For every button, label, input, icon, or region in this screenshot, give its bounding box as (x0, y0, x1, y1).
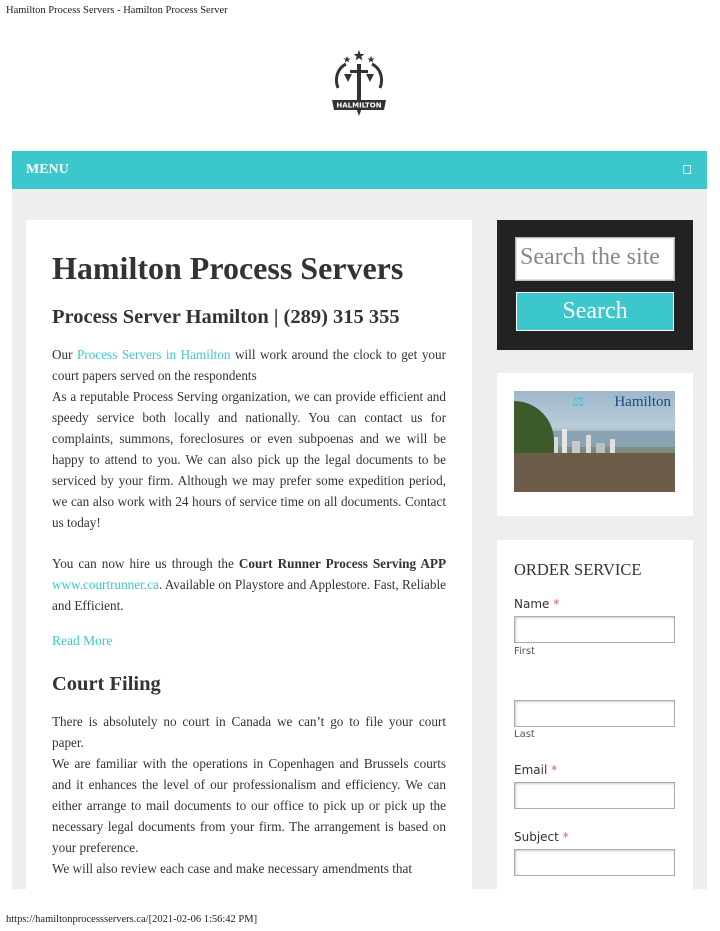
court-filing-line1: There is absolutely no court in Canada we can’t go to file your court paper. (52, 714, 446, 750)
menu-bar[interactable] (12, 151, 707, 189)
site-logo[interactable] (326, 48, 392, 124)
search-button[interactable]: Search (516, 292, 674, 331)
app-prefix: You can now hire us through the (52, 556, 239, 571)
subject-input[interactable] (514, 849, 675, 876)
email-input[interactable] (514, 782, 675, 809)
name-label-text: Name (514, 597, 550, 611)
app-paragraph (52, 553, 446, 616)
intro-paragraph (52, 344, 446, 533)
app-name: Court Runner Process Serving APP (238, 556, 446, 571)
courtrunner-link[interactable]: www.courtrunner.ca (52, 577, 159, 592)
process-servers-link[interactable]: Process Servers in Hamilton (77, 347, 231, 362)
name-label (514, 597, 559, 611)
email-label-text: Email (514, 763, 548, 777)
order-service-title: ORDER SERVICE (514, 560, 642, 579)
menu-toggle-icon[interactable] (683, 165, 691, 174)
court-filing-last-line: We will also review each case and make necessary amendments that (52, 861, 412, 876)
last-sub-label: Last (514, 729, 535, 740)
email-label (514, 763, 557, 777)
menu-label[interactable]: MENU (26, 162, 69, 177)
last-name-input[interactable] (514, 700, 675, 727)
intro-prefix: Our (52, 347, 78, 362)
required-mark: * (562, 830, 569, 844)
intro-suffix: will work around the clock to get your court papers served on the respondents (52, 347, 447, 383)
search-input[interactable]: Search the site (515, 237, 675, 281)
hamilton-city-image (514, 391, 675, 492)
page-title: Hamilton Process Servers (52, 250, 404, 286)
app-suffix: . Available on Playstore and Applestore. Fast, Reliable and Efficient. (52, 577, 446, 613)
image-widget (497, 373, 693, 516)
print-header: Hamilton Process Servers - Hamilton Process Server (6, 5, 228, 16)
scales-icon: ⚖ (572, 395, 585, 410)
required-mark: * (553, 597, 560, 611)
city-foreground (514, 453, 675, 492)
intro-body: As a reputable Process Serving organization, we can provide efficient and speedy service both locally and nationally. You can contact us for complaints, summons, foreclosures or even subpoenas and we will be happy to attend to you. We can also pick up the legal documents to be serviced by your firm. Although we may prefer some expedition period, we can also work with 24 hours of service time on all documents. Contact us today! (52, 389, 446, 530)
main-article (26, 220, 472, 889)
scales-dagger-emblem-icon (332, 50, 386, 116)
court-filing-paragraph (52, 711, 446, 879)
court-filing-body: We are familiar with the operations in Copenhagen and Brussels courts and it enhances the level of our professionalism and efficiency. We can either arrange to mail documents to our office to pick up or pick up the necessary legal documents from your firm. The arrangement is based on your preference. (52, 756, 446, 855)
order-service-widget (497, 540, 693, 889)
first-sub-label: First (514, 646, 536, 657)
first-name-input[interactable] (514, 616, 675, 643)
subject-label (514, 830, 569, 844)
search-widget (497, 220, 693, 350)
required-mark: * (551, 763, 558, 777)
subject-label-text: Subject (514, 830, 559, 844)
section-title-court-filing: Court Filing (52, 673, 161, 695)
read-more-link[interactable]: Read More (52, 633, 113, 648)
image-brand-text: Hamilton (614, 394, 671, 410)
print-footer: https://hamiltonprocessservers.ca/[2021-02-06 1:56:42 PM] (6, 914, 258, 925)
page-subtitle: Process Server Hamilton | (289) 315 355 (52, 306, 400, 328)
logo-text: HALMILTON (336, 101, 382, 110)
